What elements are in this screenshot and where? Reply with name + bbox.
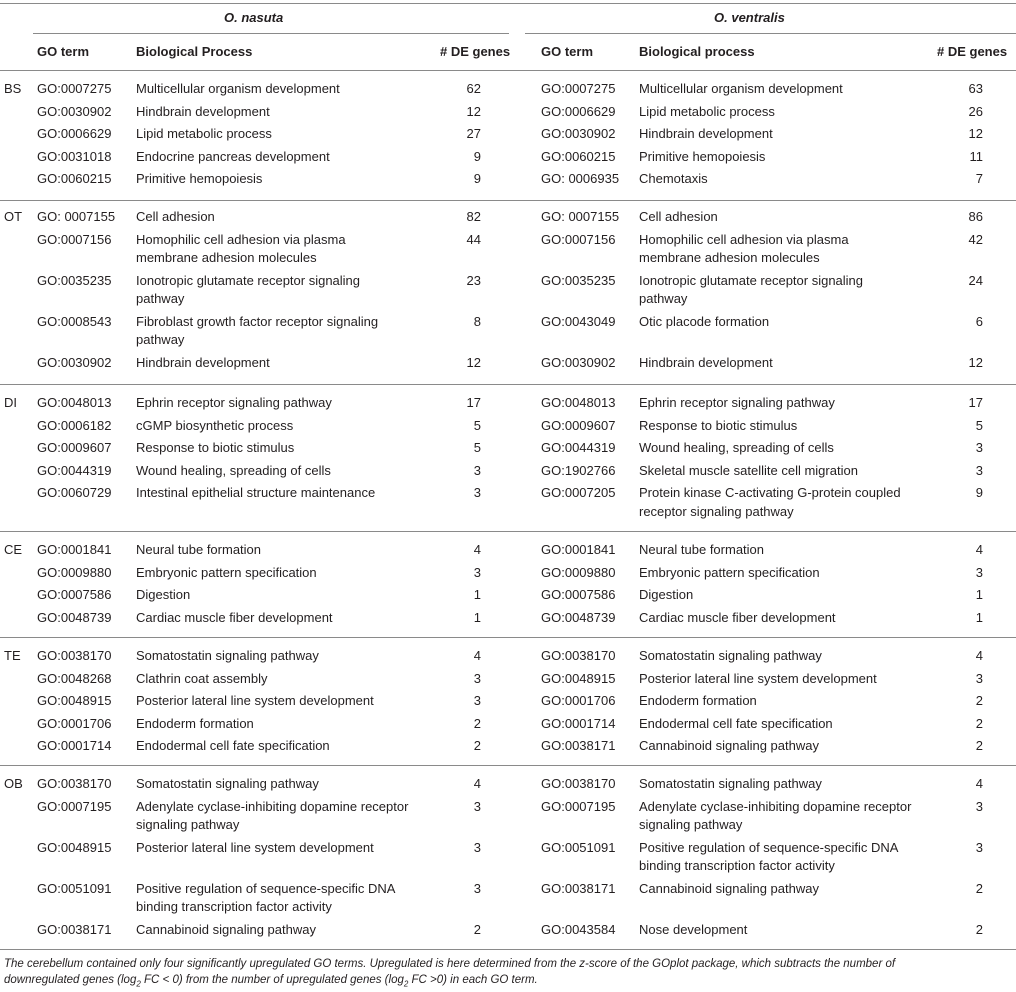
region-label: BS	[4, 81, 22, 96]
go-term-cell: GO:0008543	[37, 313, 112, 329]
group-separator-rule	[0, 637, 1016, 638]
region-label: CE	[4, 542, 23, 557]
de-gene-count-cell: 26	[968, 103, 983, 119]
de-gene-count-cell: 4	[975, 648, 983, 663]
process-cell: Neural tube formation	[136, 542, 262, 557]
de-gene-count-cell: 2	[975, 715, 983, 731]
header-go-term-left: GO term	[37, 44, 90, 59]
footnote-text-4: FC >0) in each GO term.	[408, 974, 538, 986]
table-top-rule	[0, 3, 1016, 4]
process-cell: Hindbrain development	[639, 126, 773, 141]
footnote-text-3: FC < 0) from the number of upregulated genes (log	[140, 974, 404, 986]
de-gene-count-cell: 24	[968, 272, 983, 288]
process-cell: Cell adhesion	[639, 209, 718, 224]
process-cell: Ephrin receptor signaling pathway	[136, 395, 332, 410]
go-term-cell: GO:0038171	[541, 880, 616, 896]
go-term-cell: GO: 0007155	[37, 209, 116, 224]
go-term-cell: GO:0048915	[37, 693, 112, 708]
go-term-cell: GO:0051091	[541, 839, 616, 855]
species-left: O. nasuta	[224, 10, 284, 25]
de-gene-count-cell: 12	[466, 354, 481, 370]
de-gene-count-cell: 3	[473, 880, 481, 896]
go-term-cell: GO:0048915	[541, 670, 616, 686]
go-term-cell: GO:0031018	[37, 148, 112, 164]
go-term-cell: GO:0048739	[541, 609, 616, 625]
go-term-cell: GO:0048013	[37, 395, 112, 410]
go-term-cell: GO:0044319	[541, 440, 616, 455]
de-gene-count-cell: 3	[975, 798, 983, 814]
process-cell: Ionotropic glutamate receptor signaling	[639, 272, 864, 288]
go-term-cell: GO:1902766	[541, 462, 616, 478]
go-term-cell: GO:0060215	[541, 148, 616, 164]
go-term-cell: GO:0007195	[37, 798, 112, 814]
process-cell: pathway	[136, 332, 185, 347]
de-gene-count-cell: 1	[473, 587, 481, 602]
process-cell: Nose development	[639, 921, 748, 937]
go-term-cell: GO:0006182	[37, 417, 112, 433]
go-term-cell: GO: 0006935	[541, 171, 620, 186]
go-term-cell: GO:0001841	[37, 542, 112, 557]
process-cell: Somatostatin signaling pathway	[136, 648, 319, 663]
de-gene-count-cell: 3	[473, 693, 481, 708]
process-cell: Somatostatin signaling pathway	[639, 776, 822, 791]
process-cell: Cardiac muscle fiber development	[639, 609, 836, 625]
go-term-cell: GO:0007586	[541, 587, 616, 602]
process-cell: Cell adhesion	[136, 209, 215, 224]
process-cell: Fibroblast growth factor receptor signaling	[136, 313, 379, 329]
process-cell: Digestion	[639, 587, 694, 602]
go-term-cell: GO:0030902	[541, 126, 616, 141]
de-gene-count-cell: 42	[968, 231, 983, 247]
process-cell: Chemotaxis	[639, 171, 708, 186]
de-gene-count-cell: 1	[975, 587, 983, 602]
go-term-cell: GO:0001706	[37, 715, 112, 731]
process-cell: Lipid metabolic process	[136, 126, 272, 141]
go-term-cell: GO:0007275	[37, 81, 112, 96]
process-cell: Embryonic pattern specification	[136, 564, 317, 580]
go-term-cell: GO:0048915	[37, 839, 112, 855]
group-separator-rule	[0, 384, 1016, 385]
de-gene-count-cell: 3	[975, 670, 983, 686]
process-cell: Somatostatin signaling pathway	[136, 776, 319, 791]
de-gene-count-cell: 3	[473, 485, 481, 500]
process-cell: Positive regulation of sequence-specific DNA	[136, 880, 396, 896]
de-gene-count-cell: 4	[975, 776, 983, 791]
header-go-term-right: GO term	[541, 44, 594, 59]
group-separator-rule	[0, 200, 1016, 201]
region-label: DI	[4, 395, 17, 410]
process-cell: Posterior lateral line system development	[136, 693, 374, 708]
de-gene-count-cell: 9	[975, 485, 983, 500]
process-cell: Lipid metabolic process	[639, 103, 775, 119]
footnote-text-2: downregulated genes (log	[4, 974, 137, 986]
de-gene-count-cell: 5	[473, 440, 481, 455]
go-term-cell: GO:0048013	[541, 395, 616, 410]
go-term-cell: GO:0007195	[541, 798, 616, 814]
go-term-cell: GO:0007156	[37, 231, 112, 247]
go-term-cell: GO:0007156	[541, 231, 616, 247]
process-cell: Hindbrain development	[639, 354, 773, 370]
region-label: TE	[4, 648, 21, 663]
process-cell: Posterior lateral line system development	[639, 670, 877, 686]
de-gene-count-cell: 9	[473, 171, 481, 186]
process-cell: Cannabinoid signaling pathway	[639, 880, 819, 896]
de-gene-count-cell: 44	[466, 231, 481, 247]
de-gene-count-cell: 82	[466, 209, 481, 224]
process-cell: Protein kinase C-activating G-protein coupled	[639, 485, 901, 500]
process-cell: Primitive hemopoiesis	[639, 148, 766, 164]
footnote-sub-1: 2	[136, 979, 141, 989]
process-cell: cGMP biosynthetic process	[136, 417, 294, 433]
de-gene-count-cell: 4	[473, 776, 481, 791]
de-gene-count-cell: 1	[473, 609, 481, 625]
de-gene-count-cell: 1	[975, 609, 983, 625]
process-cell: pathway	[136, 291, 185, 306]
species-right-rule	[525, 33, 1016, 34]
go-term-cell: GO:0001706	[541, 693, 616, 708]
go-term-cell: GO:0044319	[37, 462, 112, 478]
region-label: OB	[4, 776, 23, 791]
go-term-cell: GO:0060215	[37, 171, 112, 186]
process-cell: Response to biotic stimulus	[136, 440, 295, 455]
de-gene-count-cell: 11	[969, 148, 983, 164]
process-cell: Multicellular organism development	[136, 81, 340, 96]
process-cell: Positive regulation of sequence-specific DNA	[639, 839, 899, 855]
process-cell: Hindbrain development	[136, 103, 270, 119]
de-gene-count-cell: 12	[968, 354, 983, 370]
de-gene-count-cell: 8	[473, 313, 481, 329]
process-cell: Adenylate cyclase-inhibiting dopamine receptor	[639, 798, 912, 814]
de-gene-count-cell: 2	[473, 738, 481, 753]
de-gene-count-cell: 5	[473, 417, 481, 433]
de-gene-count-cell: 3	[473, 798, 481, 814]
go-term-cell: GO:0038170	[541, 776, 616, 791]
de-gene-count-cell: 3	[975, 440, 983, 455]
go-term-cell: GO:0007586	[37, 587, 112, 602]
de-gene-count-cell: 3	[975, 564, 983, 580]
de-gene-count-cell: 6	[975, 313, 983, 329]
go-term-cell: GO:0043049	[541, 313, 616, 329]
go-term-cell: GO:0060729	[37, 485, 112, 500]
table-footnote	[4, 956, 1012, 992]
process-cell: Hindbrain development	[136, 354, 270, 370]
go-term-cell: GO:0009880	[541, 564, 616, 580]
process-cell: Digestion	[136, 587, 191, 602]
species-right: O. ventralis	[714, 10, 785, 25]
go-term-cell: GO:0048268	[37, 670, 112, 686]
go-term-cell: GO:0038170	[37, 648, 112, 663]
header-bottom-rule	[0, 70, 1016, 71]
species-left-rule	[33, 33, 509, 34]
process-cell: signaling pathway	[639, 817, 743, 832]
de-gene-count-cell: 2	[975, 880, 983, 896]
de-gene-count-cell: 3	[473, 839, 481, 855]
go-term-cell: GO:0038170	[37, 776, 112, 791]
de-gene-count-cell: 3	[975, 462, 983, 478]
process-cell: Adenylate cyclase-inhibiting dopamine receptor	[136, 798, 409, 814]
process-cell: Wound healing, spreading of cells	[639, 440, 834, 455]
footnote-text-1: The cerebellum contained only four significantly upregulated GO terms. Upregulated is here determined from the z-score of the GOplot package, which subtracts the number of	[4, 958, 896, 970]
process-cell: Cannabinoid signaling pathway	[639, 738, 819, 753]
process-cell: Endoderm formation	[639, 693, 757, 708]
de-gene-count-cell: 17	[466, 395, 481, 410]
go-term-cell: GO:0007275	[541, 81, 616, 96]
de-gene-count-cell: 2	[975, 693, 983, 708]
process-cell: Homophilic cell adhesion via plasma	[639, 231, 849, 247]
de-gene-count-cell: 9	[473, 148, 481, 164]
process-cell: Intestinal epithelial structure maintenance	[136, 485, 376, 500]
go-term-cell: GO:0009880	[37, 564, 112, 580]
process-cell: pathway	[639, 291, 688, 306]
de-gene-count-cell: 7	[975, 171, 983, 186]
go-term-cell: GO:0001841	[541, 542, 616, 557]
process-cell: Somatostatin signaling pathway	[639, 648, 822, 663]
process-cell: binding transcription factor activity	[639, 858, 835, 873]
de-gene-count-cell: 2	[473, 921, 481, 937]
de-gene-count-cell: 27	[466, 126, 481, 141]
de-gene-count-cell: 4	[473, 648, 481, 663]
de-gene-count-cell: 17	[968, 395, 983, 410]
process-cell: Response to biotic stimulus	[639, 417, 798, 433]
header-count-right: # DE genes	[937, 44, 1008, 59]
footnote-sub-2: 2	[403, 979, 409, 989]
go-term-cell: GO:0007205	[541, 485, 616, 500]
process-cell: Endodermal cell fate specification	[639, 715, 833, 731]
process-cell: Cannabinoid signaling pathway	[136, 921, 316, 937]
de-gene-count-cell: 2	[473, 715, 481, 731]
process-cell: Embryonic pattern specification	[639, 564, 820, 580]
go-term-cell: GO:0038171	[37, 921, 112, 937]
process-cell: binding transcription factor activity	[136, 899, 332, 914]
go-term-cell: GO:0001714	[541, 715, 616, 731]
de-gene-count-cell: 4	[975, 542, 983, 557]
de-gene-count-cell: 12	[466, 103, 481, 119]
de-gene-count-cell: 63	[968, 81, 983, 96]
go-term-cell: GO: 0007155	[541, 209, 620, 224]
process-cell: Endoderm formation	[136, 715, 254, 731]
de-gene-count-cell: 23	[466, 272, 481, 288]
go-term-cell: GO:0038171	[541, 738, 616, 753]
process-cell: Endodermal cell fate specification	[136, 738, 330, 753]
de-gene-count-cell: 62	[466, 81, 481, 96]
process-cell: Homophilic cell adhesion via plasma	[136, 231, 346, 247]
process-cell: membrane adhesion molecules	[136, 250, 317, 265]
header-process-left: Biological Process	[136, 44, 253, 59]
process-cell: Ephrin receptor signaling pathway	[639, 395, 835, 410]
de-gene-count-cell: 2	[975, 738, 983, 753]
de-gene-count-cell: 3	[975, 839, 983, 855]
header-count-left: # DE genes	[440, 44, 511, 59]
go-term-cell: GO:0043584	[541, 921, 616, 937]
go-term-cell: GO:0030902	[541, 354, 616, 370]
go-term-cell: GO:0009607	[37, 440, 112, 455]
de-gene-count-cell: 86	[968, 209, 983, 224]
group-separator-rule	[0, 765, 1016, 766]
go-term-cell: GO:0030902	[37, 103, 112, 119]
de-gene-count-cell: 3	[473, 564, 481, 580]
de-gene-count-cell: 3	[473, 462, 481, 478]
process-cell: signaling pathway	[136, 817, 240, 832]
group-separator-rule	[0, 531, 1016, 532]
process-cell: Cardiac muscle fiber development	[136, 609, 333, 625]
de-gene-count-cell: 4	[473, 542, 481, 557]
go-term-cell: GO:0009607	[541, 417, 616, 433]
go-term-cell: GO:0035235	[37, 272, 112, 288]
go-term-cell: GO:0006629	[541, 103, 616, 119]
de-gene-count-cell: 5	[975, 417, 983, 433]
de-gene-count-cell: 3	[473, 670, 481, 686]
process-cell: Otic placode formation	[639, 313, 770, 329]
region-label: OT	[4, 209, 23, 224]
process-cell: Clathrin coat assembly	[136, 670, 268, 686]
go-term-cell: GO:0006629	[37, 126, 112, 141]
process-cell: membrane adhesion molecules	[639, 250, 820, 265]
process-cell: Ionotropic glutamate receptor signaling	[136, 272, 361, 288]
process-cell: Neural tube formation	[639, 542, 765, 557]
process-cell: Endocrine pancreas development	[136, 148, 330, 164]
process-cell: Multicellular organism development	[639, 81, 843, 96]
de-gene-count-cell: 2	[975, 921, 983, 937]
process-cell: receptor signaling pathway	[639, 503, 794, 519]
go-term-cell: GO:0051091	[37, 880, 112, 896]
go-term-cell: GO:0038170	[541, 648, 616, 663]
header-process-right: Biological process	[639, 44, 755, 59]
go-term-cell: GO:0035235	[541, 272, 616, 288]
table-bottom-rule	[0, 949, 1016, 950]
process-cell: Wound healing, spreading of cells	[136, 462, 331, 478]
go-term-cell: GO:0048739	[37, 609, 112, 625]
go-term-cell: GO:0001714	[37, 738, 112, 753]
process-cell: Primitive hemopoiesis	[136, 171, 263, 186]
process-cell: Skeletal muscle satellite cell migration	[639, 462, 858, 478]
go-term-cell: GO:0030902	[37, 354, 112, 370]
de-gene-count-cell: 12	[968, 126, 983, 141]
process-cell: Posterior lateral line system development	[136, 839, 374, 855]
